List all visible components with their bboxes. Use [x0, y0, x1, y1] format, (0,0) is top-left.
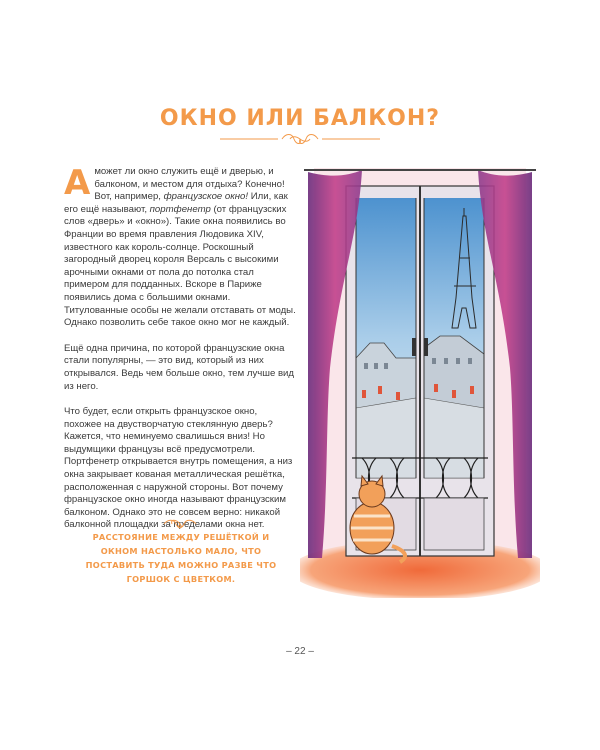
dropcap: А [64, 163, 91, 203]
paragraph-1-emphasis-2: портфенетр [149, 203, 211, 215]
page-number: – 22 – [286, 646, 314, 657]
title-ornament-icon [220, 133, 380, 145]
article-text [64, 163, 296, 545]
paragraph-1-emphasis-1: французское окно! [163, 191, 249, 203]
page-title: ОКНО ИЛИ БАЛКОН? [159, 106, 441, 131]
paragraph-3: Что будет, если открыть французское окно, похожее на двустворчатую стеклянную дверь? Кажется, что неминуемо свалишься вниз! Но выдумщики французы всё предусмотрели. Портфенетр открывается внутрь помещения, а низ окна закрывает кованая металлическая решётка, расположенная с наружной стороны. Вот почему французское окно иногда называют французским балконом. Однако это не совсем верно: никакой балконной площадки за пределами окна нет. [64, 406, 293, 531]
paragraph-1-part-2: Или, как его ещё называют, [64, 191, 288, 215]
sidebar-note: РАССТОЯНИЕ МЕЖДУ РЕШЁТКОЙ И ОКНОМ НАСТОЛЬКО МАЛО, ЧТО ПОСТАВИТЬ ТУДА МОЖНО РАЗВЕ ЧТО ГОРШОК С ЦВЕТКОМ. [85, 532, 277, 584]
window-illustration [300, 158, 540, 598]
paragraph-1-part-1: может ли окно служить ещё и дверью, и балконом, и местом для отдыха? Конечно! Вот, например, [94, 166, 285, 203]
paragraph-1 [64, 163, 296, 330]
note-ornament-icon [162, 519, 198, 529]
paragraph-1-part-3: (от французских слов «дверь» и «окно»). Такие окна появились во Франции во время правления Людовика XIV, известного как король-солнце. Роскошный загородный дворец короля Версаль с высокими арочными окнами от пола до потолка стал примером для подданных. Вскоре в Париже появились дома с большими окнами. Титулованные особы не желали отставать от моды. Однако позволить себе такое окно мог не каждый. [64, 203, 296, 329]
paragraph-2: Ещё одна причина, по которой французские окна стали популярны, — это вид, который из них открывался. Ведь чем больше окно, тем лучше вид из него. [64, 342, 295, 392]
